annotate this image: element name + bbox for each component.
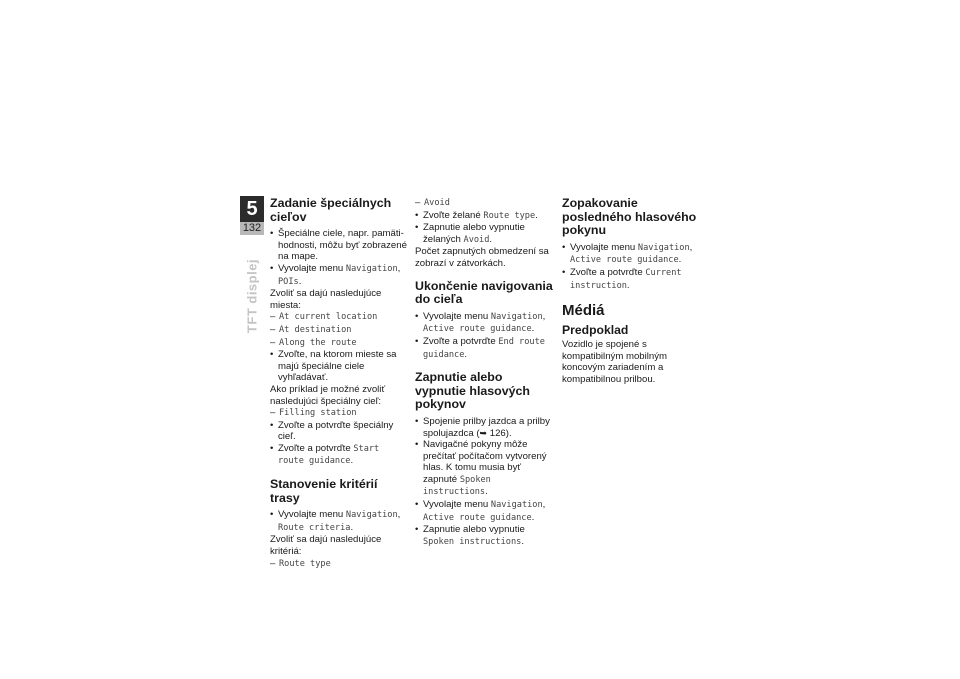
menu-term: Filling station	[279, 408, 357, 419]
column-2	[415, 197, 555, 548]
text: .	[626, 279, 630, 291]
menu-term: Navigation	[345, 263, 398, 274]
text: .	[464, 348, 468, 360]
list-item	[415, 499, 555, 524]
menu-term: Active route guidance	[423, 324, 532, 335]
menu-term: Route criteria	[278, 522, 351, 533]
paragraph: Počet zapnutých obmedzení sa zobrazí v zátvorkách.	[415, 246, 549, 269]
paragraph: Vozidlo je spojené s kompatibilným mobilným koncovým zariadením a kompatibilnou prilbou.	[562, 339, 668, 385]
menu-term: Navigation	[637, 242, 690, 253]
reference-arrow-icon: ➥	[479, 427, 488, 438]
text: .	[350, 521, 354, 533]
option-item	[415, 197, 555, 210]
list-item	[415, 336, 555, 361]
text: .	[298, 275, 302, 287]
text: Vyvolajte menu	[570, 241, 638, 253]
list-item: • Zvoľte, na ktorom mieste sa majú špeciálne ciele vyhľadávať.	[270, 349, 410, 384]
paragraph: Zvoliť sa dajú nasledujúce miesta:	[270, 288, 382, 311]
text: Zapnutie alebo vypnutie želaných	[423, 222, 525, 245]
text: Vyvolajte menu	[278, 509, 346, 521]
column-3	[562, 197, 702, 386]
option-item	[270, 311, 410, 324]
paragraph: Ako príklad je možné zvoliť nasledujúci špeciálny cieľ:	[270, 383, 386, 407]
menu-term: Navigation	[345, 510, 398, 521]
text: ,	[542, 499, 546, 511]
list-item	[270, 509, 410, 534]
list-item	[270, 263, 410, 288]
text: Vyvolajte menu	[278, 262, 346, 274]
menu-term: Spoken instructions	[423, 536, 522, 547]
heading-special-destinations: Zadanie špeciálnych cieľov	[270, 196, 392, 224]
menu-term: Route type	[279, 558, 331, 569]
text: 126).	[487, 427, 512, 439]
heading-repeat-instruction: Zopakovanie posledného hlasového pokynu	[562, 196, 697, 238]
menu-term: Navigation	[490, 500, 543, 511]
page-number: 132	[240, 222, 264, 235]
paragraph: Zvoliť sa dajú nasledujúce kritériá:	[270, 534, 382, 558]
list-item	[415, 222, 555, 246]
column-1	[270, 197, 410, 570]
list-item	[415, 524, 555, 548]
menu-term: Current instruction	[570, 267, 682, 291]
text: Spojenie prilby jazdca a prilby spolujazdca (	[423, 415, 550, 439]
text: .	[531, 323, 535, 335]
menu-term: Spoken instructions	[423, 474, 491, 498]
section-side-label: TFT displej	[244, 258, 260, 334]
menu-term: Active route guidance	[570, 255, 679, 266]
option-item	[270, 337, 410, 350]
text: .	[489, 233, 493, 245]
chapter-number: 5	[240, 196, 264, 222]
text: Zvoľte želané	[423, 209, 484, 221]
text: ,	[542, 310, 546, 322]
list-item	[562, 267, 702, 292]
text: Vyvolajte menu	[423, 310, 491, 322]
menu-term: POIs	[278, 276, 299, 287]
option-item	[270, 407, 410, 420]
menu-term: Avoid	[424, 198, 450, 208]
text: Zvoľte a potvrďte	[278, 442, 354, 454]
text: Vyvolajte menu	[423, 499, 491, 511]
text: Zapnutie alebo vypnutie	[423, 524, 525, 536]
menu-term: Navigation	[490, 311, 543, 322]
heading-media: Médiá	[562, 302, 605, 320]
text: Zvoľte a potvrďte	[423, 335, 499, 347]
text: .	[350, 455, 354, 467]
text: Navigačné pokyny môže prečítať počítačom vytvorený hlas. K tomu musia byť zapnuté	[423, 439, 547, 485]
menu-term: Along the route	[279, 337, 357, 348]
menu-term: End route guidance	[423, 336, 545, 360]
text: ,	[397, 262, 401, 274]
list-item	[415, 210, 555, 223]
list-item	[562, 242, 702, 267]
heading-end-guidance: Ukončenie navigovania do cieľa	[415, 278, 553, 307]
option-item	[270, 324, 410, 337]
chapter-tab	[240, 196, 264, 235]
menu-term: At destination	[279, 324, 352, 335]
list-item	[270, 443, 410, 468]
heading-route-criteria: Stanovenie kritérií trasy	[270, 477, 378, 505]
heading-prerequisite: Predpoklad	[562, 323, 629, 338]
text: ,	[397, 509, 401, 521]
heading-voice-instructions: Zapnutie alebo vypnutie hlasových pokynov	[415, 370, 530, 412]
option-item	[270, 558, 410, 571]
list-item	[415, 439, 555, 499]
menu-term: Route type	[483, 210, 536, 221]
menu-term: At current location	[279, 312, 378, 323]
text: ,	[689, 241, 693, 253]
menu-term: Avoid	[463, 234, 490, 245]
list-item: • Špeciálne ciele, napr. pamäti-hodnosti, môžu byť zobrazené na mape.	[270, 228, 410, 263]
text: .	[678, 254, 682, 266]
list-item	[415, 416, 555, 439]
list-item: • Zvoľte a potvrďte špeciálny cieľ.	[270, 420, 410, 443]
text: .	[535, 209, 538, 221]
menu-term: Start route guidance	[278, 443, 380, 467]
list-item	[415, 311, 555, 336]
menu-term: Active route guidance	[423, 512, 532, 523]
text: .	[485, 486, 488, 498]
text: Zvoľte a potvrďte	[570, 266, 646, 278]
text: .	[531, 511, 535, 523]
text: .	[521, 535, 524, 547]
